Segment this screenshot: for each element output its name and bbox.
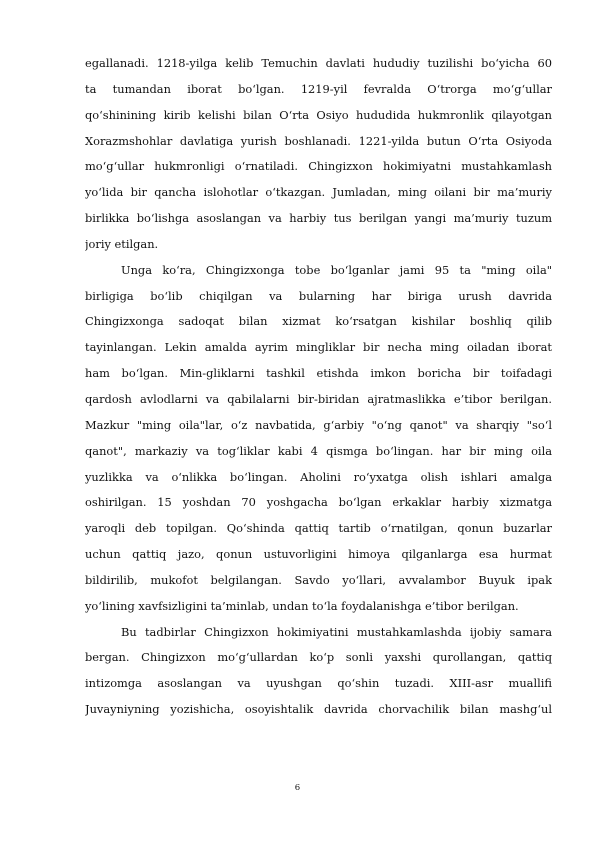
text-line: Mazkur "ming oila"lar, o‘z navbatida, g‘arbiy "o‘ng qanot" va sharqiy "so‘l: [85, 417, 552, 432]
text-line: birligiga bo‘lib chiqilgan va bularning har biriga urush davrida: [85, 288, 552, 303]
text-line: bergan. Chingizxon mo‘g‘ullardan ko‘p sonli yaxshi qurollangan, qattiq: [85, 650, 552, 665]
text-line: mo‘g‘ullar hukmronligi o‘rnatiladi. Chingizxon hokimiyatni mustahkamlash: [85, 159, 552, 174]
text-line: birlikka bo‘lishga asoslangan va harbiy tus berilgan yangi ma’muriy tuzum: [85, 211, 552, 226]
text-line: yuzlikka va o‘nlikka bo‘lingan. Aholini ro‘yxatga olish ishlari amalga: [85, 469, 552, 484]
text-line: qardosh avlodlarni va qabilalarni bir-biridan ajratmaslikka e’tibor berilgan.: [85, 391, 552, 406]
text-line: Bu tadbirlar Chingizxon hokimiyatini mustahkamlashda ijobiy samara: [121, 624, 552, 639]
text-line: egallanadi. 1218-yilga kelib Temuchin davlati hududiy tuzilishi bo‘yicha 60: [85, 56, 552, 70]
text-line: joriy etilgan.: [85, 236, 159, 251]
text-line: intizomga asoslangan va uyushgan qo‘shin tuzadi. XIII-asr muallifi: [85, 676, 552, 691]
text-line: qanot", markaziy va tog‘liklar kabi 4 qismga bo‘lingan. har bir ming oila: [85, 443, 552, 458]
text-line: ham bo‘lgan. Min-gliklarni tashkil etishda imkon boricha bir toifadagi: [85, 366, 552, 381]
text-line: Unga ko‘ra, Chingizxonga tobe bo‘lganlar jami 95 ta "ming oila": [121, 262, 552, 277]
text-line: yaroqli deb topilgan. Qo‘shinda qattiq tartib o‘rnatilgan, qonun buzarlar: [85, 521, 552, 536]
text-line: bildirilib, mukofot belgilangan. Savdo yo‘llari, avvalambor Buyuk ipak: [85, 572, 552, 587]
text-line: Xorazmshohlar davlatiga yurish boshlanadi. 1221-yilda butun O‘rta Osiyoda: [85, 133, 552, 148]
text-line: uchun qattiq jazo, qonun ustuvorligini himoya qilganlarga esa hurmat: [85, 547, 552, 562]
text-line: yo‘lida bir qancha islohotlar o‘tkazgan. Jumladan, ming oilani bir ma’muriy: [85, 185, 552, 200]
body-text: [85, 51, 552, 723]
text-line: Chingizxonga sadoqat bilan xizmat ko‘rsatgan kishilar boshliq qilib: [85, 314, 552, 329]
text-line: oshirilgan. 15 yoshdan 70 yoshgacha bo‘lgan erkaklar harbiy xizmatga: [85, 495, 552, 510]
text-line: ta tumandan iborat bo‘lgan. 1219-yil fevralda O‘trorga mo‘g‘ullar: [85, 81, 552, 96]
text-line: tayinlangan. Lekin amalda ayrim mingliklar bir necha ming oiladan iborat: [85, 340, 552, 355]
text-line: Juvayniyning yozishicha, osoyishtalik davrida chorvachilik bilan mashg‘ul: [85, 702, 552, 717]
text-line: yo‘lining xavfsizligini ta’minlab, undan to‘la foydalanishga e’tibor berilgan.: [85, 598, 519, 613]
text-line: qo‘shinining kirib kelishi bilan O‘rta Osiyo hududida hukmronlik qilayotgan: [85, 107, 552, 122]
page-number: 6: [294, 783, 301, 793]
